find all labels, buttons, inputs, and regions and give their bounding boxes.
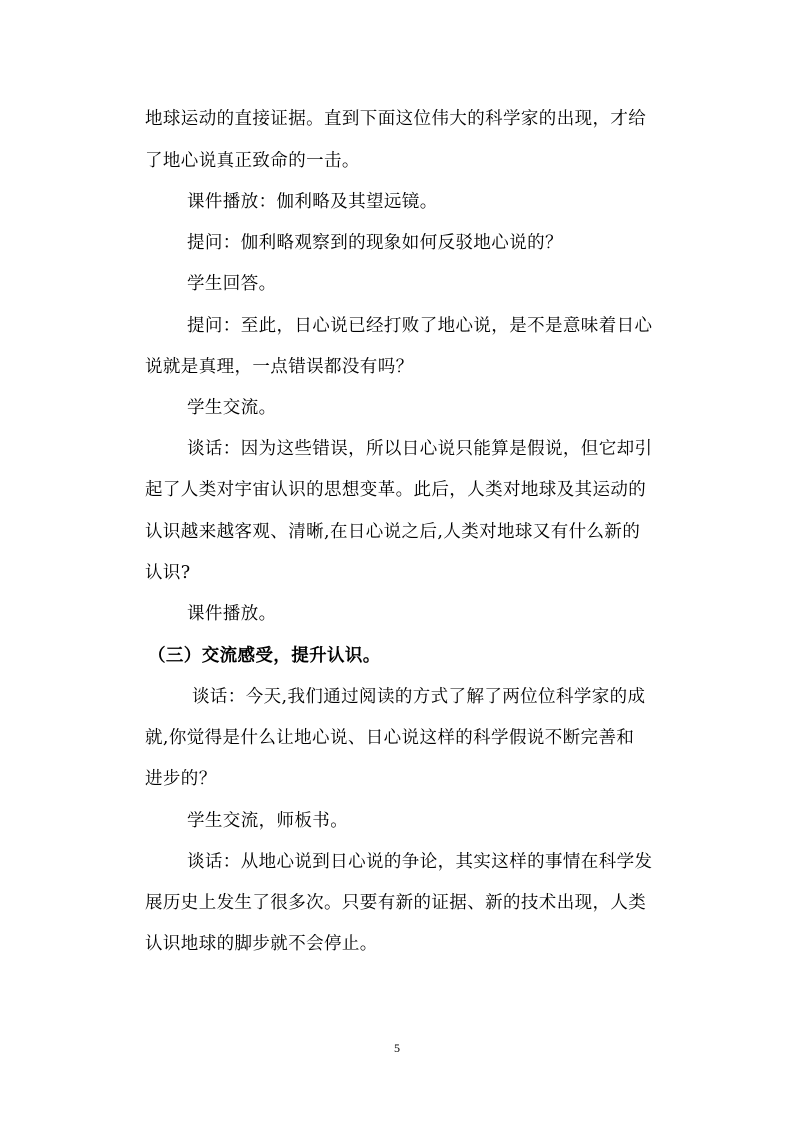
paragraph-line: 提问：伽利略观察到的现象如何反驳地心说的？ — [187, 233, 563, 253]
paragraph-line: 认识地球的脚步就不会停止。 — [145, 934, 378, 954]
paragraph-line: 地球运动的直接证据。直到下面这位伟大的科学家的出现，才给 — [145, 109, 647, 129]
paragraph-line: 就,你觉得是什么让地心说、日心说这样的科学假说不断完善和 — [145, 728, 635, 748]
paragraph-line: 认识? — [145, 563, 191, 583]
paragraph-line: 说就是真理，一点错误都没有吗？ — [145, 357, 414, 377]
section-heading: （三）交流感受，提升认识。 — [148, 646, 381, 666]
paragraph-line: 展历史上发生了很多次。只要有新的证据、新的技术出现，人类 — [145, 893, 647, 913]
page-number: 5 — [394, 1041, 400, 1055]
paragraph-line: 课件播放。 — [187, 604, 277, 624]
paragraph-line: 谈话：从地心说到日心说的争论，其实这样的事情在科学发 — [187, 852, 653, 872]
paragraph-line: 谈话：因为这些错误，所以日心说只能算是假说，但它却引 — [187, 439, 653, 459]
paragraph-line: 学生交流。 — [187, 398, 277, 418]
paragraph-line: 谈话：今天,我们通过阅读的方式了解了两位位科学家的成 — [192, 687, 646, 707]
paragraph-line: 学生回答。 — [187, 274, 277, 294]
paragraph-line: 提问：至此，日心说已经打败了地心说，是不是意味着日心 — [187, 316, 653, 336]
paragraph-line: 认识越来越客观、清晰,在日心说之后,人类对地球又有什么新的 — [145, 522, 641, 542]
paragraph-line: 学生交流，师板书。 — [187, 811, 349, 831]
paragraph-line: 起了人类对宇宙认识的思想变革。此后，人类对地球及其运动的 — [145, 480, 647, 500]
paragraph-line: 进步的？ — [145, 769, 217, 789]
paragraph-line: 课件播放：伽利略及其望远镜。 — [187, 192, 438, 212]
paragraph-line: 了地心说真正致命的一击。 — [145, 151, 360, 171]
